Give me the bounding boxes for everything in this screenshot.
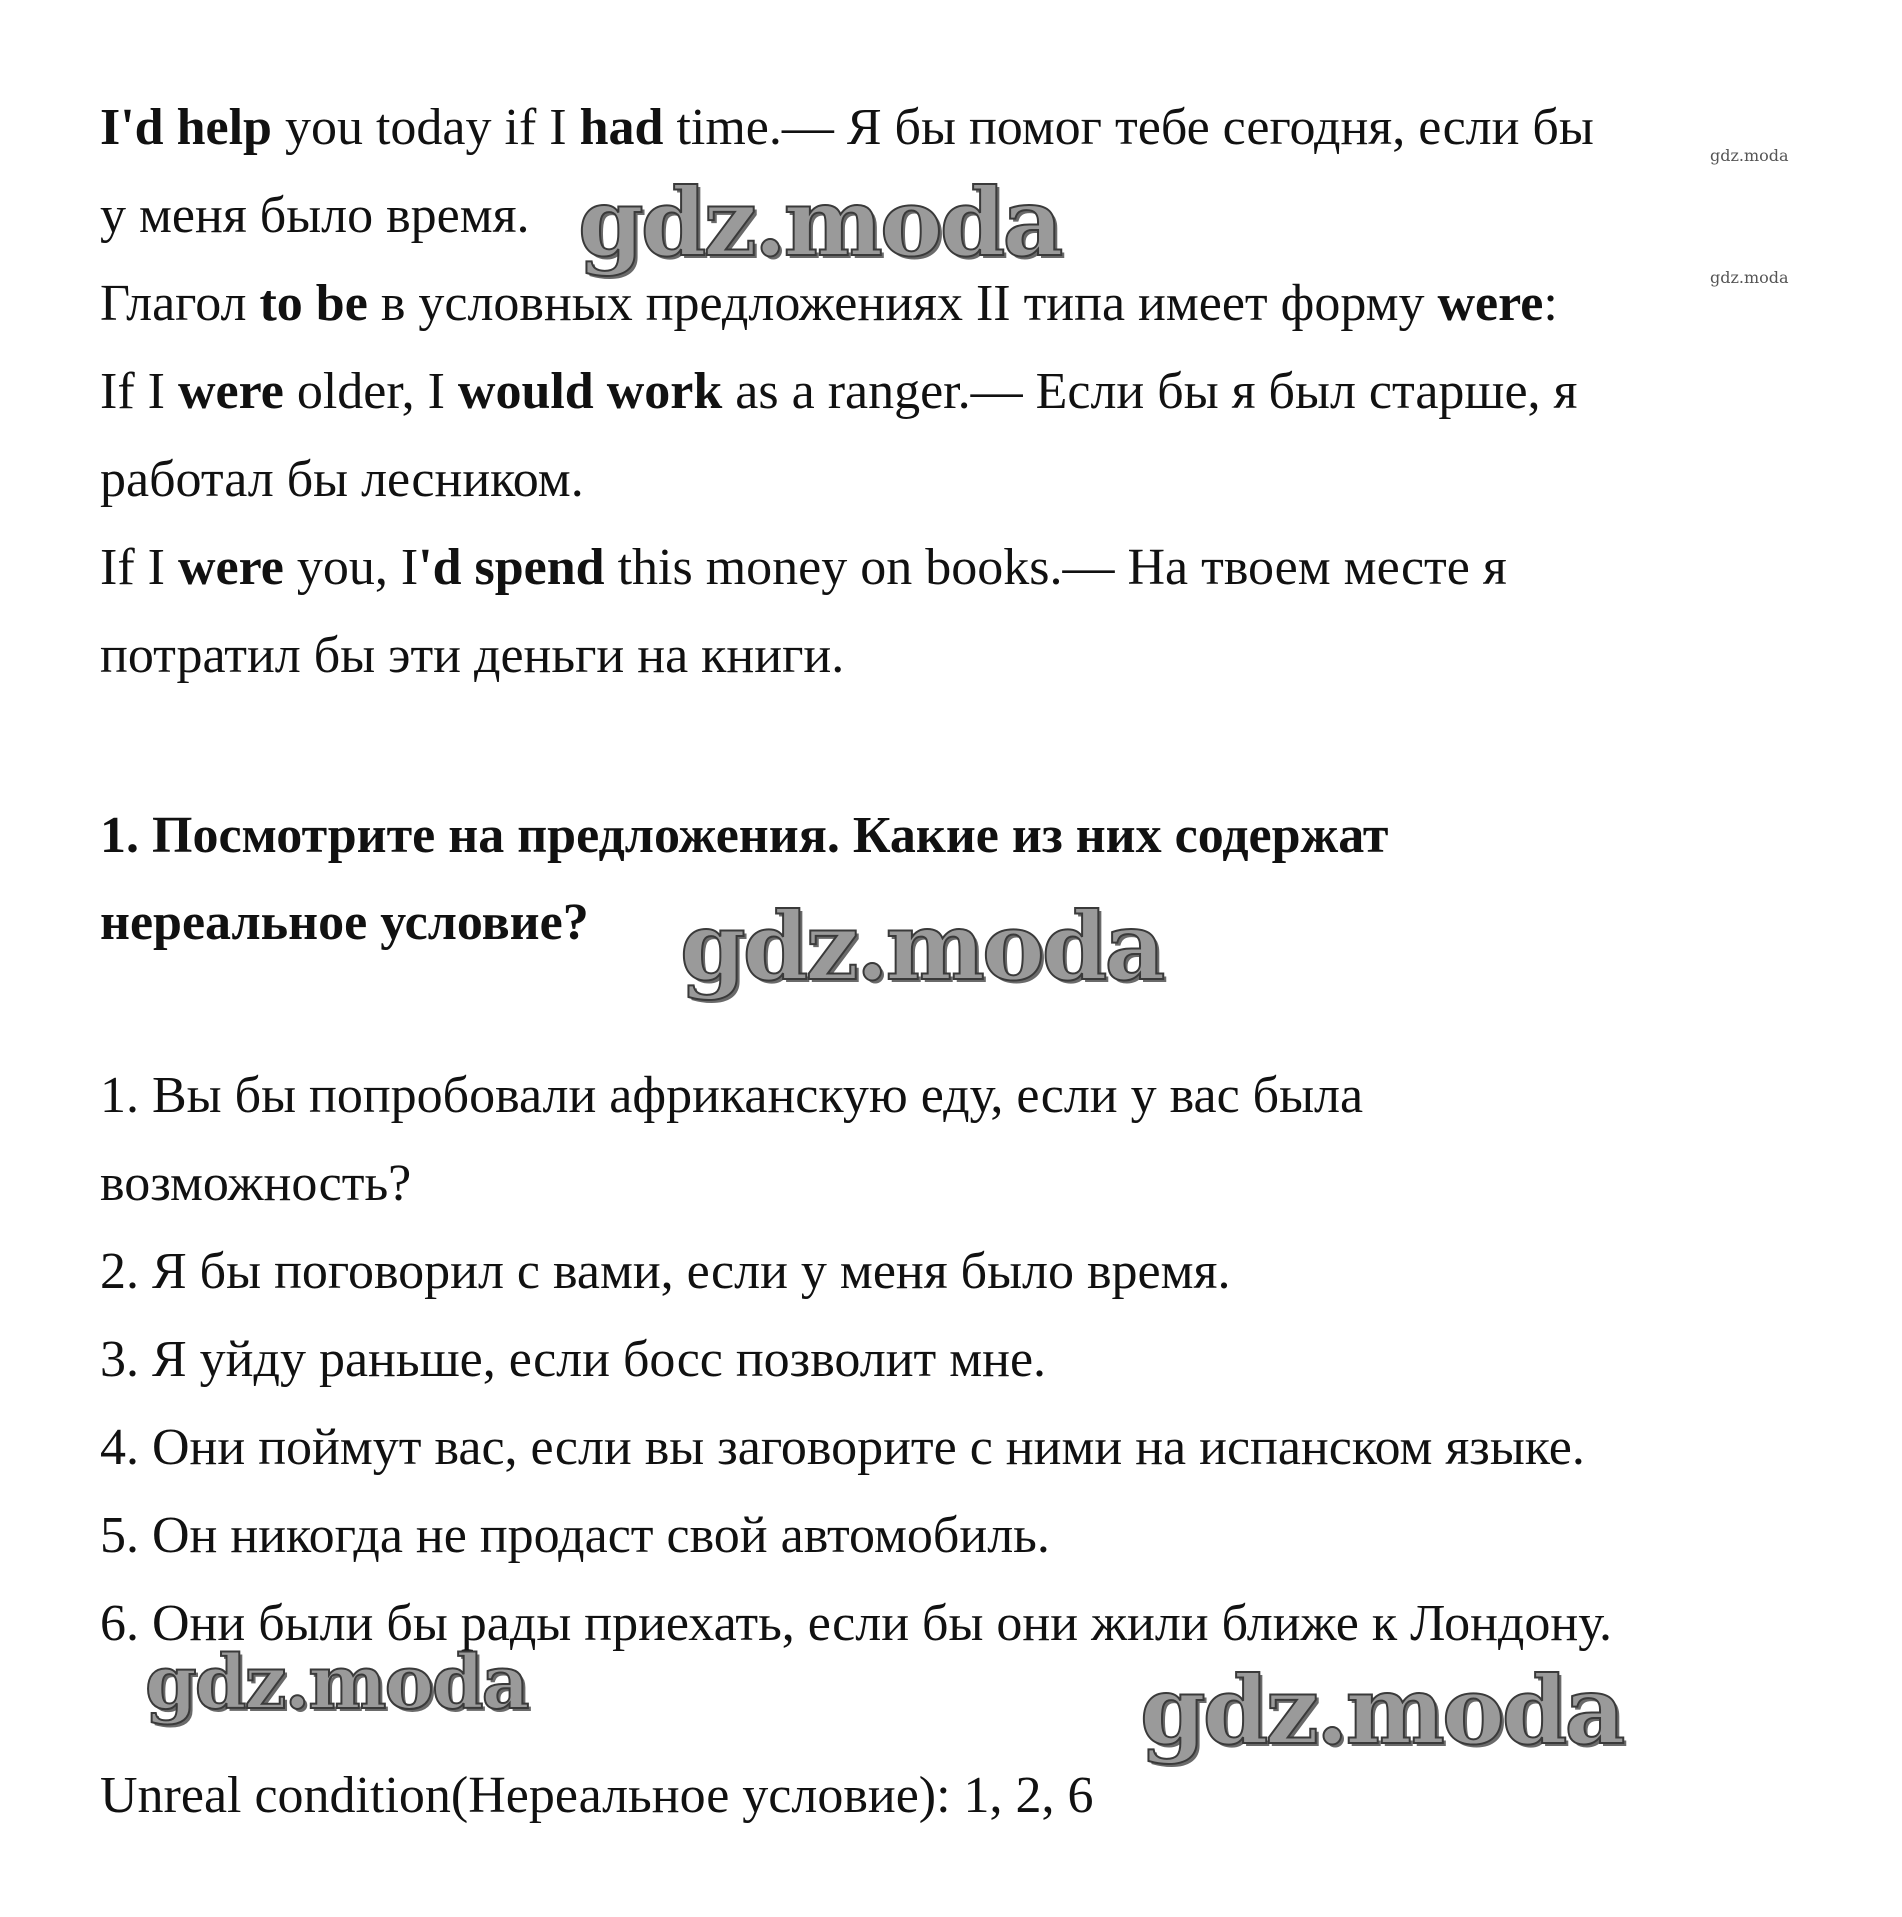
exercise-heading-line-1: 1. Посмотрите на предложения. Какие из них содержат [100, 807, 1389, 864]
answer-line: Unreal condition(Нереальное условие): 1, 2, 6 [100, 1767, 1094, 1824]
watermark-small: gdz.moda [1710, 268, 1789, 287]
intro-line-7: потратил бы эти деньги на книги. [100, 627, 845, 684]
exercise-item: 3. Я уйду раньше, если босс позволит мне. [100, 1331, 1047, 1388]
exercise-item: возможность? [100, 1155, 412, 1212]
intro-line-2: у меня было время. [100, 187, 530, 244]
watermark-logo: gdz.moda [680, 892, 1163, 1002]
watermark-logo: gdz.moda [578, 168, 1061, 278]
intro-line-5: работал бы лесником. [100, 451, 584, 508]
exercise-item: 5. Он никогда не продаст свой автомобиль. [100, 1507, 1050, 1564]
intro-line-3: Глагол to be в условных предложениях II типа имеет форму were: [100, 275, 1558, 332]
exercise-item: 1. Вы бы попробовали африканскую еду, если у вас была [100, 1067, 1364, 1124]
watermark-logo: gdz.moda [1140, 1656, 1623, 1766]
exercise-item: 6. Они были бы рады приехать, если бы они жили ближе к Лондону. [100, 1595, 1613, 1652]
watermark-small: gdz.moda [1710, 146, 1789, 165]
exercise-item: 4. Они поймут вас, если вы заговорите с ними на испанском языке. [100, 1419, 1585, 1476]
exercise-item: 2. Я бы поговорил с вами, если у меня было время. [100, 1243, 1231, 1300]
watermark-logo: gdz.moda [145, 1640, 528, 1726]
exercise-heading-line-2: нереальное условие? [100, 894, 589, 951]
intro-line-4: If I were older, I would work as a ranger.— Если бы я был старше, я [100, 363, 1578, 420]
intro-line-6: If I were you, I'd spend this money on books.— На твоем месте я [100, 539, 1507, 596]
intro-line-1: I'd help you today if I had time.— Я бы помог тебе сегодня, если бы [100, 99, 1594, 156]
